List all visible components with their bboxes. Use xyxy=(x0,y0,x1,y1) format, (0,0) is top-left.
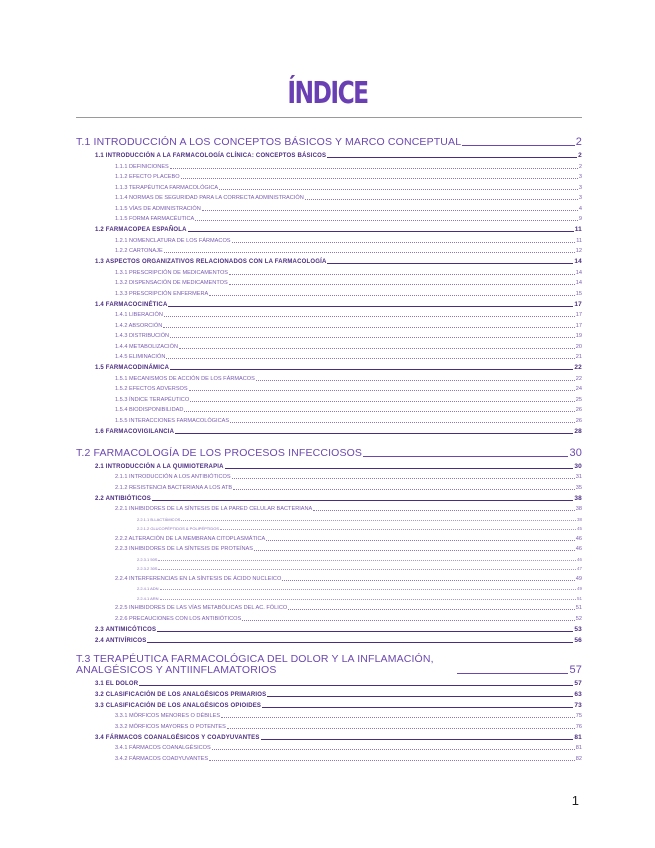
toc-entry-level-2[interactable] xyxy=(76,622,582,633)
toc-entry-level-3[interactable] xyxy=(76,601,582,612)
toc-entry-label: 2.2.1.2 GLUCOPÉPTIDOS & POLIPÉPTIDOS xyxy=(137,526,220,531)
toc-leader-line xyxy=(313,510,574,511)
toc-entry-page: 73 xyxy=(574,701,582,709)
toc-entry-label: 1.4.1 LIBERACIÓN xyxy=(115,312,163,318)
toc-entry-level-2[interactable] xyxy=(76,148,582,159)
title-divider xyxy=(76,117,582,118)
toc-entry-label: 1.4.2 ABSORCIÓN xyxy=(115,322,163,329)
toc-entry-level-3[interactable] xyxy=(76,741,582,752)
toc-entry-label: 3.3 CLASIFICACIÓN DE LOS ANALGÉSICOS OPIOIDES xyxy=(95,702,262,709)
toc-leader-line xyxy=(229,284,575,285)
toc-entry-page: 38 xyxy=(576,516,582,522)
toc-entry-level-3[interactable] xyxy=(76,571,582,582)
toc-leader-line xyxy=(212,749,575,750)
toc-entry-level-2[interactable] xyxy=(76,254,582,265)
toc-entry-label: 2.2.5 INHIBIDORES DE LAS VÍAS METABÓLICAS DEL AC. FÓLICO xyxy=(115,605,288,611)
toc-entry-level-3[interactable] xyxy=(76,180,582,191)
toc-entry-label: 1.4.4 METABOLIZACIÓN xyxy=(115,343,178,350)
toc-entry-page: 2 xyxy=(578,163,582,170)
toc-entry-level-2[interactable] xyxy=(76,297,582,308)
toc-entry-label: 2.2.3.2 30S xyxy=(137,566,158,571)
toc-entry-level-1[interactable] xyxy=(76,644,582,676)
toc-entry-page: 12 xyxy=(575,248,582,254)
toc-entry-page: 26 xyxy=(575,407,582,413)
toc-leader-line xyxy=(230,422,575,423)
toc-entry-level-3[interactable] xyxy=(76,318,582,329)
toc-entry-label: T.1 INTRODUCCIÓN A LOS CONCEPTOS BÁSICOS Y MARCO CONCEPTUAL xyxy=(76,136,462,148)
toc-leader-line xyxy=(160,599,576,600)
toc-entry-page: 81 xyxy=(574,733,582,741)
toc-entry-level-3[interactable] xyxy=(76,159,582,170)
toc-entry-level-3[interactable] xyxy=(76,233,582,244)
toc-entry-label: 2.2 ANTIBIÓTICOS xyxy=(95,495,151,502)
toc-entry-page: 76 xyxy=(575,723,582,730)
toc-leader-line xyxy=(170,369,573,370)
toc-leader-line xyxy=(266,540,575,541)
toc-leader-line xyxy=(139,685,573,686)
toc-entry-level-3[interactable] xyxy=(76,470,582,481)
toc-entry-page: 22 xyxy=(575,375,582,382)
toc-entry-page: 11 xyxy=(574,226,582,233)
toc-entry-level-2[interactable] xyxy=(76,676,582,687)
toc-entry-label: 1.1.5 VÍAS DE ADMINISTRACIÓN xyxy=(115,205,201,212)
toc-entry-label: 1.1.3 TERAPÉUTICA FARMACOLÓGICA xyxy=(115,184,219,191)
toc-entry-page: 57 xyxy=(574,679,582,687)
toc-entry-level-4[interactable] xyxy=(76,591,582,601)
toc-entry-page: 46 xyxy=(575,535,582,542)
toc-leader-line xyxy=(256,380,575,381)
toc-leader-line xyxy=(225,468,574,469)
toc-entry-level-3[interactable] xyxy=(76,244,582,255)
toc-entry-level-4[interactable] xyxy=(76,552,582,562)
toc-entry-level-3[interactable] xyxy=(76,191,582,202)
toc-entry-label: 2.2.3.1 50S xyxy=(137,556,158,562)
toc-entry-level-3[interactable] xyxy=(76,531,582,542)
toc-leader-line xyxy=(170,168,578,169)
toc-entry-level-3[interactable] xyxy=(76,276,582,287)
toc-leader-line xyxy=(164,252,575,253)
toc-entry-label: 2.2.3 INHIBIDORES DE LA SÍNTESIS DE PROTEÍNAS xyxy=(115,546,254,552)
toc-leader-line xyxy=(158,569,576,570)
toc-leader-line xyxy=(188,231,574,232)
toc-entry-page: 53 xyxy=(574,625,582,633)
toc-entry-label: 1.5.4 BIODISPONIBILIDAD xyxy=(115,407,184,413)
toc-entry-label: 1.6 FARMACOVIGILANCIA xyxy=(95,428,175,435)
toc-entry-level-4[interactable] xyxy=(76,512,582,522)
toc-entry-label: 1.4.5 ELIMINACIÓN xyxy=(115,354,166,360)
toc-entry-page: 26 xyxy=(575,417,582,424)
toc-entry-level-3[interactable] xyxy=(76,611,582,622)
toc-entry-label: 1.2.1 NOMENCLATURA DE LOS FÁRMACOS xyxy=(115,237,231,244)
toc-entry-page: 2 xyxy=(575,136,582,148)
toc-entry-label: 1.1.5 FORMA FARMACÉUTICA xyxy=(115,216,195,222)
toc-leader-line xyxy=(462,145,575,146)
toc-entry-page: 81 xyxy=(575,745,582,751)
toc-entry-level-2[interactable] xyxy=(76,633,582,644)
toc-entry-page: 3 xyxy=(578,184,582,191)
toc-entry-label: 1.1.1 DEFINICIONES xyxy=(115,163,169,170)
toc-entry-label: 1.3.2 DISPENSACIÓN DE MEDICAMENTOS xyxy=(115,280,228,286)
toc-entry-page: 51 xyxy=(575,605,582,611)
toc-entry-label: 1.4.3 DISTRIBUCIÓN xyxy=(115,333,170,339)
toc-entry-page: 19 xyxy=(575,333,582,339)
toc-entry-page: 49 xyxy=(576,586,582,591)
toc-leader-line xyxy=(181,520,576,521)
toc-leader-line xyxy=(184,411,574,412)
toc-entry-page: 28 xyxy=(574,427,582,435)
toc-entry-page: 63 xyxy=(574,690,582,698)
toc-entry-page: 17 xyxy=(575,322,582,329)
toc-leader-line xyxy=(166,358,574,359)
toc-entry-page: 46 xyxy=(575,546,582,552)
toc-entry-level-4[interactable] xyxy=(76,562,582,572)
table-of-contents xyxy=(76,124,582,762)
toc-entry-label: 2.4 ANTIVÍRICOS xyxy=(95,637,147,644)
toc-entry-level-3[interactable] xyxy=(76,212,582,223)
toc-entry-page: 2 xyxy=(578,152,582,159)
toc-entry-label: 2.2.2 ALTERACIÓN DE LA MEMBRANA CITOPLASMÁTICA xyxy=(115,535,266,542)
toc-entry-label: 3.3.1 MÓRFICOS MENORES O DÉBILES xyxy=(115,713,221,719)
toc-leader-line xyxy=(457,673,568,674)
toc-entry-page: 4 xyxy=(578,205,582,212)
toc-entry-level-3[interactable] xyxy=(76,502,582,513)
toc-entry-level-3[interactable] xyxy=(76,542,582,553)
toc-entry-level-3[interactable] xyxy=(76,382,582,393)
toc-leader-line xyxy=(327,263,573,264)
toc-entry-page: 17 xyxy=(574,300,582,308)
toc-entry-page: 3 xyxy=(578,174,582,180)
toc-entry-page: 38 xyxy=(574,494,582,502)
toc-entry-level-3[interactable] xyxy=(76,403,582,414)
toc-entry-page: 35 xyxy=(575,484,582,491)
toc-entry-label: 1.1.4 NORMAS DE SEGURIDAD PARA LA CORRECTA ADMINISTRACIÓN xyxy=(115,195,304,201)
toc-entry-page: 9 xyxy=(578,216,582,222)
toc-entry-label: 2.3 ANTIMICÓTICOS xyxy=(95,626,157,633)
toc-entry-level-3[interactable] xyxy=(76,719,582,730)
toc-leader-line xyxy=(227,728,575,729)
toc-entry-label: 2.2.1.1 B-LACTÁMICOS xyxy=(137,516,181,522)
toc-leader-line xyxy=(254,550,575,551)
toc-entry-level-3[interactable] xyxy=(76,371,582,382)
toc-entry-label: 3.3.2 MÓRFICOS MAYORES O POTENTES xyxy=(115,723,226,730)
toc-leader-line xyxy=(282,580,574,581)
page-number: 1 xyxy=(571,793,579,808)
toc-entry-label: 1.5 FARMACODINÁMICA xyxy=(95,365,170,371)
toc-entry-label: 1.1.2 EFECTO PLACEBO xyxy=(115,174,180,180)
toc-entry-level-3[interactable] xyxy=(76,339,582,350)
toc-leader-line xyxy=(363,456,568,457)
toc-leader-line xyxy=(209,295,575,296)
toc-entry-page: 14 xyxy=(574,258,582,265)
toc-entry-level-2[interactable] xyxy=(76,424,582,435)
toc-leader-line xyxy=(170,337,575,338)
toc-leader-line xyxy=(163,327,575,328)
toc-entry-level-3[interactable] xyxy=(76,392,582,403)
toc-entry-label: T.2 FARMACOLOGÍA DE LOS PROCESOS INFECCIOSOS xyxy=(76,446,363,459)
toc-entry-level-3[interactable] xyxy=(76,751,582,762)
toc-leader-line xyxy=(219,189,578,190)
toc-entry-page: 14 xyxy=(575,280,582,286)
toc-entry-level-2[interactable] xyxy=(76,730,582,741)
toc-entry-label: 3.1 EL DOLOR xyxy=(95,680,139,687)
toc-entry-label: 1.3.1 PRESCRIPCIÓN DE MEDICAMENTOS xyxy=(115,269,229,276)
toc-leader-line xyxy=(189,390,575,391)
toc-entry-label: 1.5.2 EFECTOS ADVERSOS xyxy=(115,386,188,392)
toc-entry-label: 1.2 FARMACOPEA ESPAÑOLA xyxy=(95,227,187,233)
toc-leader-line xyxy=(262,707,573,708)
toc-leader-line xyxy=(181,178,578,179)
toc-entry-level-3[interactable] xyxy=(76,350,582,361)
toc-leader-line xyxy=(190,401,575,402)
toc-leader-line xyxy=(157,631,573,632)
toc-entry-level-4[interactable] xyxy=(76,522,582,532)
toc-entry-level-2[interactable] xyxy=(76,687,582,698)
toc-leader-line xyxy=(175,433,573,434)
toc-leader-line xyxy=(232,242,576,243)
toc-leader-line xyxy=(152,500,573,501)
toc-entry-level-2[interactable] xyxy=(76,491,582,502)
toc-leader-line xyxy=(179,348,575,349)
toc-leader-line xyxy=(267,696,573,697)
toc-leader-line xyxy=(164,316,575,317)
toc-leader-line xyxy=(232,478,575,479)
toc-entry-page: 15 xyxy=(575,290,582,297)
toc-entry-level-3[interactable] xyxy=(76,480,582,491)
toc-entry-level-2[interactable] xyxy=(76,222,582,233)
toc-entry-page: 52 xyxy=(575,615,582,622)
toc-entry-level-3[interactable] xyxy=(76,709,582,720)
toc-entry-label: 1.1 INTRODUCCIÓN A LA FARMACOLOGÍA CLÍNICA: CONCEPTOS BÁSICOS xyxy=(95,153,327,159)
toc-entry-level-3[interactable] xyxy=(76,201,582,212)
toc-entry-label: 3.4.2 FÁRMACOS COADYUVANTES xyxy=(115,755,209,762)
toc-entry-page: 57 xyxy=(569,663,582,676)
toc-entry-label: 3.2 CLASIFICACIÓN DE LOS ANALGÉSICOS PRIMARIOS xyxy=(95,691,267,698)
toc-leader-line xyxy=(220,529,576,530)
toc-entry-page: 30 xyxy=(574,462,582,470)
toc-entry-label: 1.3 ASPECTOS ORGANIZATIVOS RELACIONADOS CON LA FARMACOLOGÍA xyxy=(95,259,327,265)
toc-leader-line xyxy=(242,620,575,621)
toc-entry-level-1[interactable] xyxy=(76,124,582,148)
toc-entry-page: 75 xyxy=(575,713,582,719)
toc-entry-level-2[interactable] xyxy=(76,360,582,371)
toc-entry-page: 14 xyxy=(575,269,582,276)
toc-entry-label: 2.2.4 INTERFERENCIAS EN LA SÍNTESIS DE ÁCIDO NUCLEICO xyxy=(115,575,282,582)
toc-entry-page: 82 xyxy=(575,755,582,762)
toc-entry-label: 1.5.5 INTERACCIONES FARMACOLÓGICAS xyxy=(115,417,230,424)
toc-entry-label: 3.4.1 FÁRMACOS COANALGÉSICOS xyxy=(115,745,211,751)
toc-entry-page: 25 xyxy=(575,396,582,403)
toc-leader-line xyxy=(160,589,576,590)
toc-entry-label: T.3 TERAPÉUTICA FARMACOLÓGICA DEL DOLOR Y LA INFLAMACIÓN, ANALGÉSICOS Y ANTIINFLAMATORIOS xyxy=(76,652,434,676)
toc-entry-page: 30 xyxy=(569,446,582,459)
toc-entry-level-3[interactable] xyxy=(76,265,582,276)
toc-leader-line xyxy=(202,210,578,211)
toc-entry-page: 31 xyxy=(575,474,582,480)
toc-leader-line xyxy=(288,609,575,610)
toc-entry-level-3[interactable] xyxy=(76,329,582,340)
toc-entry-level-3[interactable] xyxy=(76,170,582,181)
toc-entry-page: 56 xyxy=(574,636,582,644)
toc-entry-label: 3.4 FÁRMACOS COANALGÉSICOS Y COADYUVANTES xyxy=(95,734,260,741)
toc-leader-line xyxy=(168,306,573,307)
toc-entry-label: 2.1.2 RESISTENCIA BACTERIANA A LOS ATB xyxy=(115,484,233,491)
toc-leader-line xyxy=(233,489,575,490)
toc-entry-level-1[interactable] xyxy=(76,435,582,459)
toc-entry-label: 1.4 FARMACOCINÉTICA xyxy=(95,301,168,308)
toc-entry-label: 2.1 INTRODUCCIÓN A LA QUIMIOTERAPIA xyxy=(95,463,224,470)
toc-entry-level-3[interactable] xyxy=(76,286,582,297)
toc-entry-page: 21 xyxy=(575,354,582,360)
toc-entry-page: 17 xyxy=(575,312,582,318)
toc-leader-line xyxy=(195,220,578,221)
toc-entry-page: 22 xyxy=(574,364,582,371)
toc-entry-level-3[interactable] xyxy=(76,308,582,319)
toc-entry-page: 45 xyxy=(576,526,582,531)
toc-entry-level-4[interactable] xyxy=(76,582,582,592)
toc-entry-page: 11 xyxy=(576,237,582,244)
toc-entry-page: 49 xyxy=(575,575,582,582)
toc-entry-page: 3 xyxy=(578,195,582,201)
toc-entry-label: 2.2.4.1 ADN xyxy=(137,586,159,591)
toc-leader-line xyxy=(158,560,576,561)
toc-entry-label: 2.2.4.1 ARN xyxy=(137,595,159,601)
toc-leader-line xyxy=(229,274,575,275)
toc-entry-label: 2.1.1 INTRODUCCIÓN A LOS ANTIBIÓTICOS xyxy=(115,474,231,480)
toc-entry-label: 1.5.3 ÍNDICE TERAPÉUTICO xyxy=(115,396,190,403)
toc-entry-page: 46 xyxy=(576,556,582,562)
toc-entry-page: 47 xyxy=(576,566,582,571)
toc-leader-line xyxy=(261,739,574,740)
toc-entry-page: 24 xyxy=(575,386,582,392)
toc-entry-page: 20 xyxy=(575,343,582,350)
toc-entry-label: 1.3.3 PRESCRIPCIÓN ENFERMERA xyxy=(115,290,209,297)
page-title: ÍNDICE xyxy=(287,76,368,111)
toc-leader-line xyxy=(305,199,578,200)
toc-leader-line xyxy=(147,642,573,643)
toc-entry-label: 2.2.6 PRECAUCIONES CON LOS ANTIBIÓTICOS xyxy=(115,615,242,622)
toc-leader-line xyxy=(327,157,577,158)
toc-leader-line xyxy=(221,717,575,718)
toc-entry-level-2[interactable] xyxy=(76,698,582,709)
toc-entry-label: 1.2.2 CARTONAJE xyxy=(115,248,163,254)
toc-entry-label: 1.5.1 MECANISMOS DE ACCIÓN DE LOS FÁRMACOS xyxy=(115,375,255,382)
toc-entry-level-2[interactable] xyxy=(76,459,582,470)
toc-leader-line xyxy=(209,760,575,761)
toc-entry-page: 38 xyxy=(575,506,582,512)
toc-entry-page: 51 xyxy=(576,595,582,601)
toc-entry-label: 2.2.1 INHIBIDORES DE LA SÍNTESIS DE LA PARED CELULAR BACTERIANA xyxy=(115,506,313,512)
toc-entry-level-3[interactable] xyxy=(76,413,582,424)
